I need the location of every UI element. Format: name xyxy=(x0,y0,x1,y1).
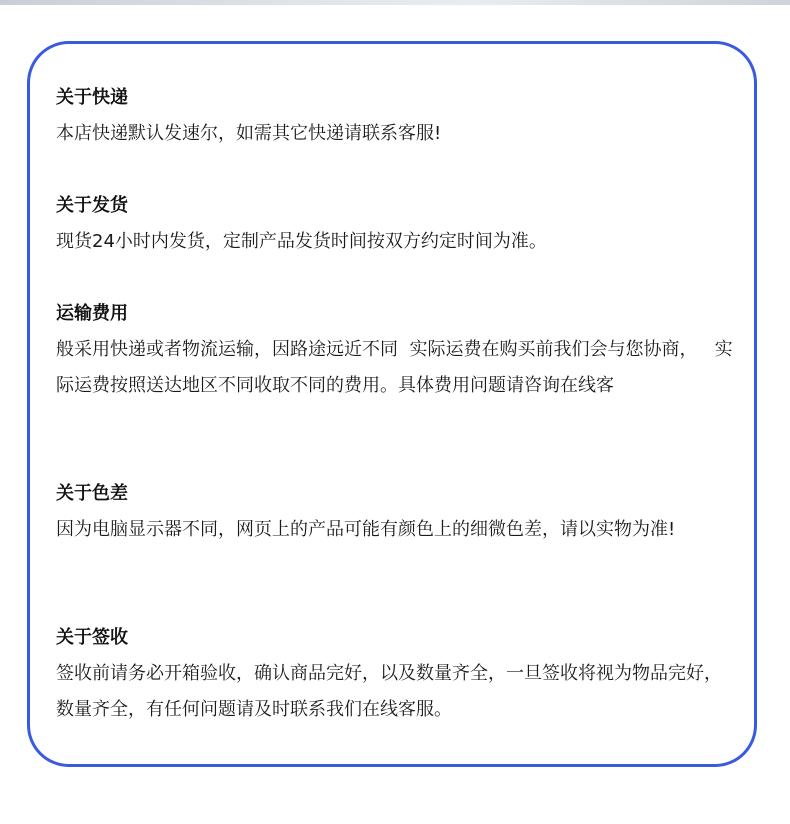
section-body-shipping: 现货24小时内发货，定制产品发货时间按双方约定时间为准。 xyxy=(56,231,547,252)
section-shipping xyxy=(56,192,736,260)
section-title-delivery: 关于快递 xyxy=(56,87,128,108)
section-receipt xyxy=(56,624,736,728)
section-delivery xyxy=(56,84,736,152)
section-color xyxy=(56,480,736,548)
section-body-freight: 般采用快递或者物流运输，因路途远近不同 实际运费在购买前我们会与您协商， 实际运费按照送达地区不同收取不同的费用。具体费用问题请咨询在线客 xyxy=(56,339,733,396)
section-title-freight: 运输费用 xyxy=(56,303,128,324)
section-body-receipt: 签收前请务必开箱验收，确认商品完好，以及数量齐全，一旦签收将视为物品完好，数量齐全，有任何问题请及时联系我们在线客服。 xyxy=(56,663,722,720)
section-body-color: 因为电脑显示器不同，网页上的产品可能有颜色上的细微色差，请以实物为准! xyxy=(56,519,676,540)
shop-notice-card xyxy=(27,41,757,767)
section-body-delivery: 本店快递默认发速尔，如需其它快递请联系客服! xyxy=(56,123,442,144)
section-freight xyxy=(56,300,736,404)
section-title-color: 关于色差 xyxy=(56,483,128,504)
section-title-receipt: 关于签收 xyxy=(56,627,128,648)
top-image-strip xyxy=(0,0,790,5)
section-title-shipping: 关于发货 xyxy=(56,195,128,216)
